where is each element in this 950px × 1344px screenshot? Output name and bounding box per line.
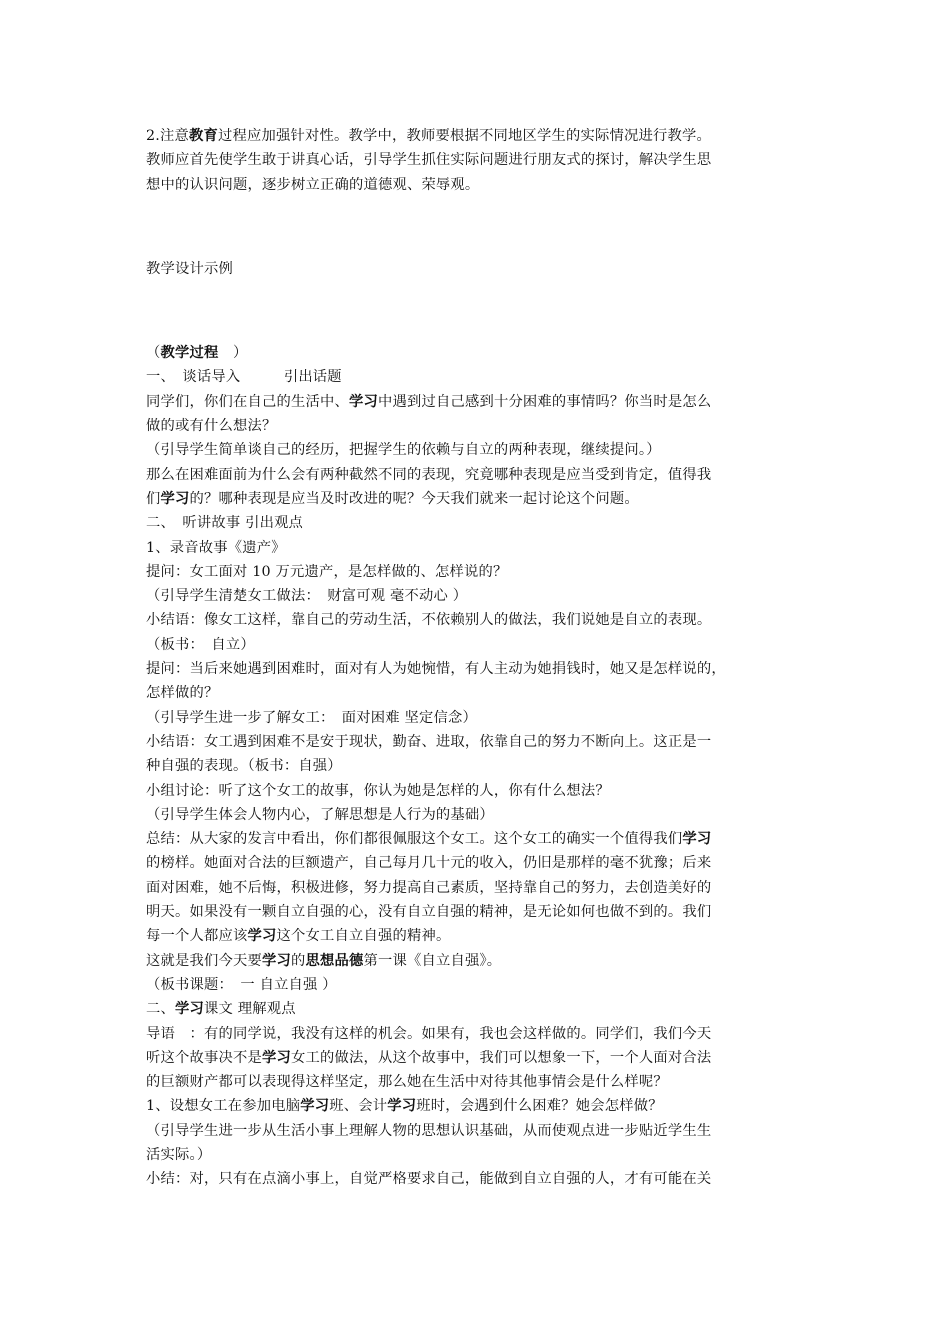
body-line: 小结语：女工遇到困难不是安于现状，勤奋、进取，依靠自己的努力不断向上。这正是一 xyxy=(146,733,712,750)
body-line: 1、录音故事《遗产》 xyxy=(146,539,286,556)
section-title: 教学设计示例 xyxy=(146,260,233,277)
body-line: （引导学生简单谈自己的经历，把握学生的依赖与自立的两种表现，继续提问。） xyxy=(146,442,661,459)
body-line: 小结语：像女工这样，靠自己的劳动生活，不依赖别人的做法，我们说她是自立的表现。 xyxy=(146,612,712,629)
body-line: 这就是我们今天要学习的思想品德第一课《自立自强》。 xyxy=(146,952,502,969)
body-line: 二、学习课文 理解观点 xyxy=(146,1001,296,1018)
body-line: 小结：对，只有在点滴小事上，自觉严格要求自己，能做到自立自强的人，才有可能在关 xyxy=(146,1171,712,1188)
body-line: （教学过程 ） xyxy=(146,345,248,362)
body-line: 同学们，你们在自己的生活中、学习中遇到过自己感到十分困难的事情吗？你当时是怎么 xyxy=(146,393,712,410)
body-line: 的榜样。她面对合法的巨额遗产，自己每月几十元的收入，仍旧是那样的毫不犹豫；后来 xyxy=(146,855,712,872)
body-line: 每一个人都应该学习这个女工自立自强的精神。 xyxy=(146,928,451,945)
body-line: 种自强的表现。（板书：自强） xyxy=(146,758,342,775)
spacer xyxy=(146,197,810,257)
body-line: 听这个故事决不是学习女工的做法，从这个故事中，我们可以想象一下，一个人面对合法 xyxy=(146,1049,712,1066)
body-line: 一、 谈话导入 引出话题 xyxy=(146,369,342,386)
body-line: （引导学生进一步了解女工： 面对困难 坚定信念） xyxy=(146,709,478,726)
body-line: （板书课题： 一 自立自强 ） xyxy=(146,976,337,993)
body-line: 的巨额财产都可以表现得这样坚定，那么她在生活中对待其他事情会是什么样呢？ xyxy=(146,1074,668,1091)
intro-line: 想中的认识问题，逐步树立正确的道德观、荣辱观。 xyxy=(146,176,480,193)
body-line: （引导学生进一步从生活小事上理解人物的思想认识基础，从而使观点进一步贴近学生生 xyxy=(146,1122,712,1139)
body-line: 小组讨论：听了这个女工的故事，你认为她是怎样的人，你有什么想法？ xyxy=(146,782,610,799)
body-line: 总结：从大家的发言中看出，你们都很佩服这个女工。这个女工的确实一个值得我们学习 xyxy=(146,831,712,848)
body-line: 面对困难，她不后悔，积极进修，努力提高自己素质，坚持靠自己的努力，去创造美好的 xyxy=(146,879,712,896)
body-line: 怎样做的？ xyxy=(146,685,219,702)
body-line: 活实际。） xyxy=(146,1146,212,1163)
intro-line: 教师应首先使学生敢于讲真心话，引导学生抓住实际问题进行朋友式的探讨，解决学生思 xyxy=(146,152,712,169)
spacer xyxy=(146,281,810,341)
body-line: 提问：当后来她遇到困难时，面对有人为她惋惜，有人主动为她捐钱时，她又是怎样说的， xyxy=(146,661,726,678)
body-line: （引导学生体会人物内心，了解思想是人行为的基础） xyxy=(146,806,494,823)
body-line: 导语 ：有的同学说，我没有这样的机会。如果有，我也会这样做的。同学们，我们今天 xyxy=(146,1025,712,1042)
body-line: 们学习的？哪种表现是应当及时改进的呢？今天我们就来一起讨论这个问题。 xyxy=(146,490,639,507)
intro-paragraph xyxy=(146,124,810,197)
body-line: 提问：女工面对 10 万元遗产，是怎样做的、怎样说的？ xyxy=(146,563,508,580)
body-line: 1、设想女工在参加电脑学习班、会计学习班时，会遇到什么困难？她会怎样做？ xyxy=(146,1098,663,1115)
body-line: （引导学生清楚女工做法： 财富可观 毫不动心 ） xyxy=(146,588,468,605)
body-line: 二、 听讲故事 引出观点 xyxy=(146,515,304,532)
body-line: 做的或有什么想法？ xyxy=(146,418,277,435)
lesson-body xyxy=(146,341,810,1191)
intro-line: 2.注意教育过程应加强针对性。教学中，教师要根据不同地区学生的实际情况进行教学。 xyxy=(146,128,711,144)
body-line: 那么在困难面前为什么会有两种截然不同的表现，究竟哪种表现是应当受到肯定，值得我 xyxy=(146,466,712,483)
body-line: 明天。如果没有一颗自立自强的心，没有自立自强的精神，是无论如何也做不到的。我们 xyxy=(146,904,712,921)
body-line: （板书： 自立） xyxy=(146,636,255,653)
document-page xyxy=(146,124,810,1192)
